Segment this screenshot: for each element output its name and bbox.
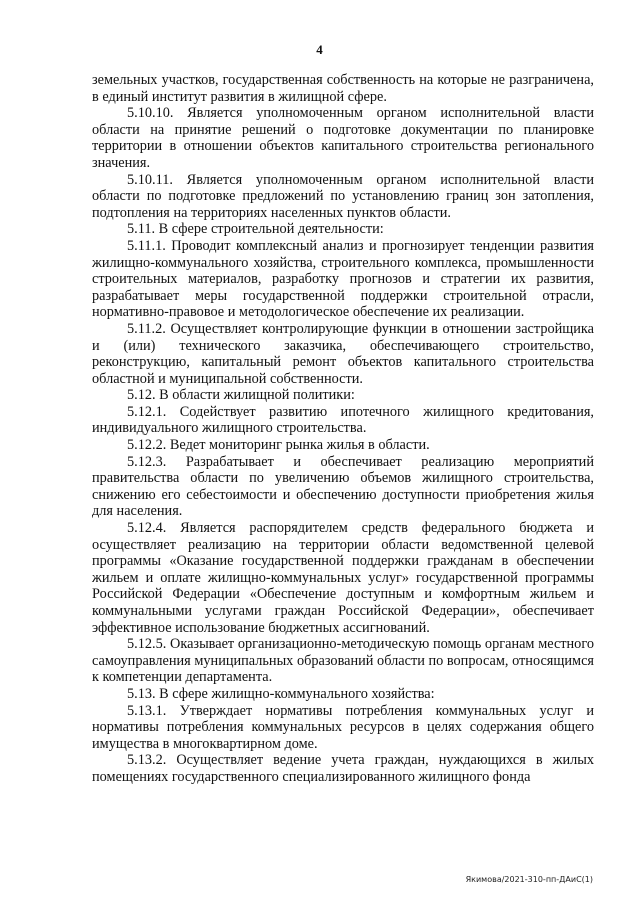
paragraph: 5.12.2. Ведет мониторинг рынка жилья в области. (127, 437, 430, 454)
document-footer-code: Якимова/2021-310-пп-ДАиС(1) (465, 875, 593, 884)
paragraph: 5.12.3. Разрабатывает и обеспечивает реализацию мероприятий правительства области по увеличению объемов жилищного строительства, снижению его себестоимости и обеспечению доступности приобретения жилья для населения. (92, 453, 594, 520)
paragraph: 5.11.2. Осуществляет контролирующие функции в отношении застройщика и (или) технического заказчика, обеспечивающего строительство, реконструкцию, капитальный ремонт объектов капитального строительства областной и муниципальной собственности. (92, 320, 594, 387)
paragraph: земельных участков, государственная собственность на которые не разграничена, в единый институт развития в жилищной сфере. (92, 72, 594, 105)
paragraph: 5.11. В сфере строительной деятельности: (127, 221, 384, 238)
document-body (92, 72, 594, 786)
paragraph: 5.12.1. Содействует развитию ипотечного жилищного кредитования, индивидуального жилищного строительства. (92, 403, 594, 437)
paragraph: 5.12.4. Является распорядителем средств федерального бюджета и осуществляет реализацию на территории области ведомственной целевой программы «Оказание государственной поддержки гражданам в обеспечении жильем и оплате жилищно-коммунальных услуг» государственной программы Российской Федерации «Обеспечение доступным и комфортным жильем и коммунальными услугами граждан Российской Федерации», обеспечивает эффективное использование бюджетных ассигнований. (92, 520, 594, 636)
paragraph: 5.13.2. Осуществляет ведение учета граждан, нуждающихся в жилых помещениях государственного специализированного жилищного фонда (92, 752, 594, 785)
paragraph: 5.13.1. Утверждает нормативы потребления коммунальных услуг и нормативы потребления коммунальных ресурсов в целях содержания общего имущества в многоквартирном доме. (92, 702, 594, 752)
paragraph: 5.13. В сфере жилищно-коммунального хозяйства: (127, 685, 435, 702)
paragraph: 5.10.10. Является уполномоченным органом исполнительной власти области на принятие решений о подготовке документации по планировке территории в отношении объектов капитального строительства регионального значения. (92, 105, 594, 171)
paragraph: 5.12. В области жилищной политики: (127, 387, 355, 404)
paragraph: 5.10.11. Является уполномоченным органом исполнительной власти области по подготовке предложений по установлению границ зон затопления, подтопления на территориях населенных пунктов области. (92, 171, 594, 221)
paragraph: 5.12.5. Оказывает организационно-методическую помощь органам местного самоуправления муниципальных образований области по вопросам, относящимся к компетенции департамента. (92, 636, 594, 686)
paragraph: 5.11.1. Проводит комплексный анализ и прогнозирует тенденции развития жилищно-коммунального хозяйства, строительного комплекса, промышленности строительных материалов, разработку прогнозов и стратегии их развития, разрабатывает меры государственной поддержки строительной отрасли, нормативно-правовое и методологическое обеспечение их реализации. (92, 237, 594, 321)
page-number: 4 (316, 42, 323, 57)
